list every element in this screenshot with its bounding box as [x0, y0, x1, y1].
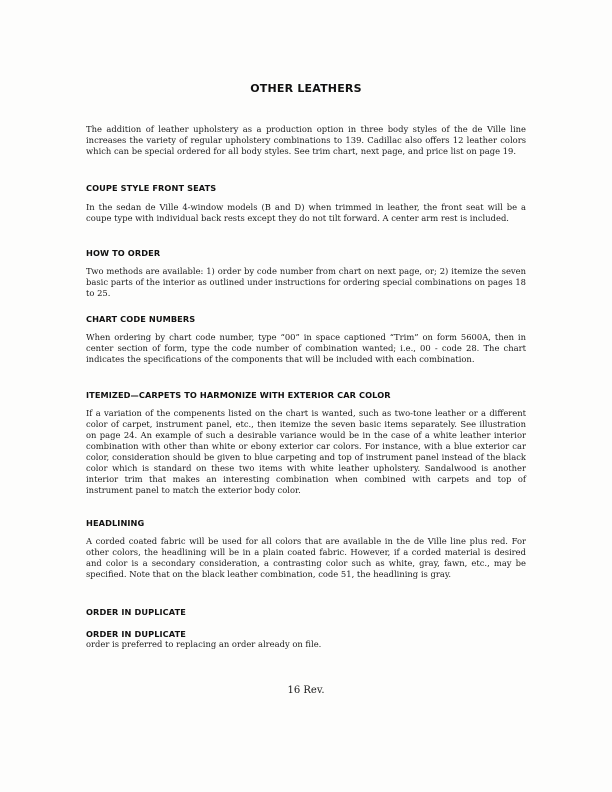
- section-heading-headlining: HEADLINING: [86, 518, 145, 528]
- section-heading-itemized-carpets: ITEMIZED—CARPETS TO HARMONIZE WITH EXTERIOR CAR COLOR: [86, 390, 391, 400]
- section-heading-order-in-duplicate-repeat: ORDER IN DUPLICATE: [86, 629, 186, 639]
- page-title: OTHER LEATHERS: [250, 82, 362, 95]
- section-text-how-to-order: Two methods are available: 1) order by code number from chart on next page, or; 2) itemize the seven basic parts of the interior as outlined under instructions for ordering special combinations on pages 18 to 25.: [86, 266, 526, 298]
- section-text-coupe-seats: In the sedan de Ville 4-window models (B and D) when trimmed in leather, the front seat will be a coupe type with individual back rests except they do not tilt forward. A center arm rest is included.: [86, 202, 526, 223]
- section-heading-coupe-seats: COUPE STYLE FRONT SEATS: [86, 183, 217, 193]
- section-text-order-in-duplicate: order is preferred to replacing an order already on file.: [86, 639, 322, 649]
- page-number: 16 Rev.: [287, 685, 325, 696]
- section-text-itemized-carpets: If a variation of the compenents listed on the chart is wanted, such as two-tone leather or a different color of carpet, instrument panel, etc., then itemize the seven basic items separately. See illustration on page 24. An example of such a desirable variance would be in the case of a white leather interior combination with other than white or ebony exterior car colors. For instance, with a blue exterior car color, consideration should be given to blue carpeting and top of instrument panel instead of the black color which is standard on these two items with white leather upholstery. Sandalwood is another interior trim that makes an interesting combination when combined with carpets and top of instrument panel to match the exterior body color.: [86, 408, 526, 495]
- section-text-headlining: A corded coated fabric will be used for all colors that are available in the de Ville line plus red. For other colors, the headlining will be in a plain coated fabric. However, if a corded material is desired and color is a secondary consideration, a contrasting color such as white, gray, fawn, etc., may be specified. Note that on the black leather combination, code 51, the headlining is gray.: [86, 536, 526, 579]
- section-text-chart-code-numbers: When ordering by chart code number, type “00” in space captioned “Trim” on form 5600A, then in center section of form, type the code number of combination wanted; i.e., 00 - code 28. The chart indicates the specifications of the components that will be included with each combination.: [86, 332, 526, 364]
- section-heading-chart-code-numbers: CHART CODE NUMBERS: [86, 314, 196, 324]
- section-heading-how-to-order: HOW TO ORDER: [86, 248, 161, 258]
- section-heading-order-in-duplicate: ORDER IN DUPLICATE: [86, 607, 186, 617]
- intro-paragraph: The addition of leather upholstery as a production option in three body styles of the de Ville line increases the variety of regular upholstery combinations to 139. Cadillac also offers 12 leather colors which can be special ordered for all body styles. See trim chart, next page, and price list on page 19.: [86, 124, 526, 156]
